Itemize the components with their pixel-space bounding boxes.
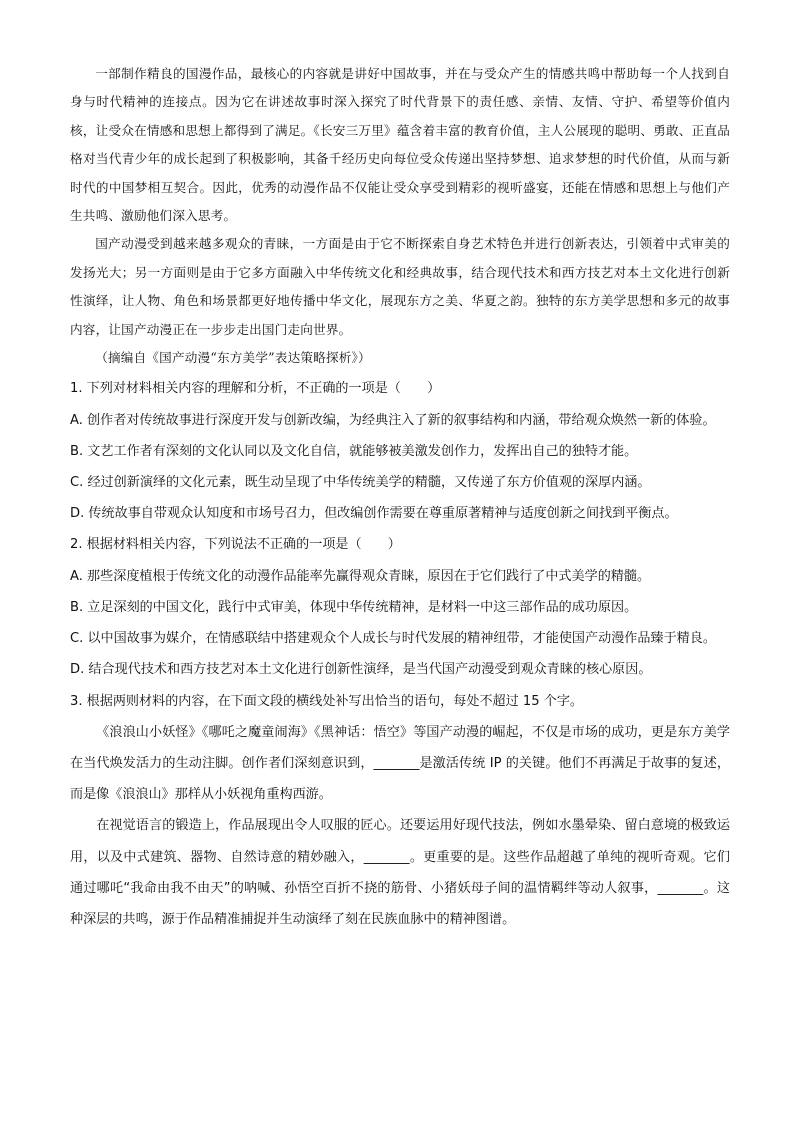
question-2-option-d: D. 结合现代技术和西方技艺对本土文化进行创新性演绎，是当代国产动漫受到观众青睐的核心原因。 bbox=[70, 662, 652, 678]
question-1-option-d: D. 传统故事自带观众认知度和市场号召力，但改编创作需要在尊重原著精神与适度创新之间找到平衡点。 bbox=[70, 506, 678, 522]
passage-paragraph-2: 在视觉语言的锻造上，作品展现出令人叹服的匠心。还要运用好现代技法，例如水墨晕染、留白意境的极致运用，以及中式建筑、器物、自然诗意的精妙融入，_______。更重要的是。这些作品超越了单纯的视听奇观。它们通过哪吒“我命由我不由天”的呐喊、孙悟空百折不挠的筋骨、小猪妖母子间的温情羁绊等动人叙事，_______。这种深层的共鸣，源于作品精准捕捉并生动演绎了刻在民族血脉中的精神图谱。 bbox=[70, 818, 730, 927]
reading-material bbox=[70, 60, 730, 372]
question-3-stem: 3. 根据两则材料的内容，在下面文段的横线处补写出恰当的语句，每处不超过 15 个字。 bbox=[70, 693, 584, 709]
document-page bbox=[70, 60, 730, 935]
passage-paragraph-1: 《浪浪山小妖怪》《哪吒之魔童闹海》《黑神话：悟空》等国产动漫的崛起，不仅是市场的成功，更是东方美学在当代焕发活力的生动注脚。创作者们深刻意识到，_______是激活传统 IP 的关键。他们不再满足于故事的复述，而是像《浪浪山》那样从小妖视角重构西游。 bbox=[70, 724, 730, 803]
questions bbox=[70, 373, 730, 716]
question-2-option-a: A. 那些深度植根于传统文化的动漫作品能率先赢得观众青睐，原因在于它们践行了中式美学的精髓。 bbox=[70, 568, 651, 584]
question-1-option-c: C. 经过创新演绎的文化元素，既生动呈现了中华传统美学的精髓，又传递了东方价值观的深厚内涵。 bbox=[70, 475, 651, 491]
fill-in-passage bbox=[70, 717, 730, 935]
question-1-option-b: B. 文艺工作者有深刻的文化认同以及文化自信，就能够被美激发创作力，发挥出自己的独特才能。 bbox=[70, 443, 638, 459]
question-2-stem: 2. 根据材料相关内容，下列说法不正确的一项是（ ） bbox=[70, 537, 401, 553]
material-source: （摘编自《国产动漫“东方美学”表达策略探析》） bbox=[95, 350, 371, 366]
material-paragraph-2: 国产动漫受到越来越多观众的青睐，一方面是由于它不断探索自身艺术特色并进行创新表达，引领着中式审美的发扬光大；另一方面则是由于它多方面融入中华传统文化和经典故事，结合现代技术和西方技艺对本土文化进行创新性演绎，让人物、角色和场景都更好地传播中华文化，展现东方之美、华夏之韵。独特的东方美学思想和多元的故事内容，让国产动漫正在一步步走出国门走向世界。 bbox=[70, 236, 730, 337]
question-1-stem: 1. 下列对材料相关内容的理解和分析，不正确的一项是（ ） bbox=[70, 381, 441, 397]
question-2-option-c: C. 以中国故事为媒介，在情感联结中搭建观众个人成长与时代发展的精神纽带，才能使国产动漫作品臻于精良。 bbox=[70, 631, 716, 647]
material-paragraph-1: 一部制作精良的国漫作品，最核心的内容就是讲好中国故事，并在与受众产生的情感共鸣中帮助每一个人找到自身与时代精神的连接点。因为它在讲述故事时深入探究了时代背景下的责任感、亲情、友情、守护、希望等价值内核，让受众在情感和思想上都得到了满足。《长安三万里》蕴含着丰富的教育价值，主人公展现的聪明、勇敢、正直品格对当代青少年的成长起到了积极影响，其备千经历史向每位受众传递出坚持梦想、追求梦想的时代价值，从而与新时代的中国梦相互契合。因此，优秀的动漫作品不仅能让受众享受到精彩的视听盛宴，还能在情感和思想上与他们产生共鸣、激励他们深入思考。 bbox=[70, 66, 730, 224]
question-1-option-a: A. 创作者对传统故事进行深度开发与创新改编，为经典注入了新的叙事结构和内涵，带给观众焕然一新的体验。 bbox=[70, 412, 716, 428]
question-2-option-b: B. 立足深刻的中国文化，践行中式审美，体现中华传统精神，是材料一中这三部作品的成功原因。 bbox=[70, 599, 638, 615]
